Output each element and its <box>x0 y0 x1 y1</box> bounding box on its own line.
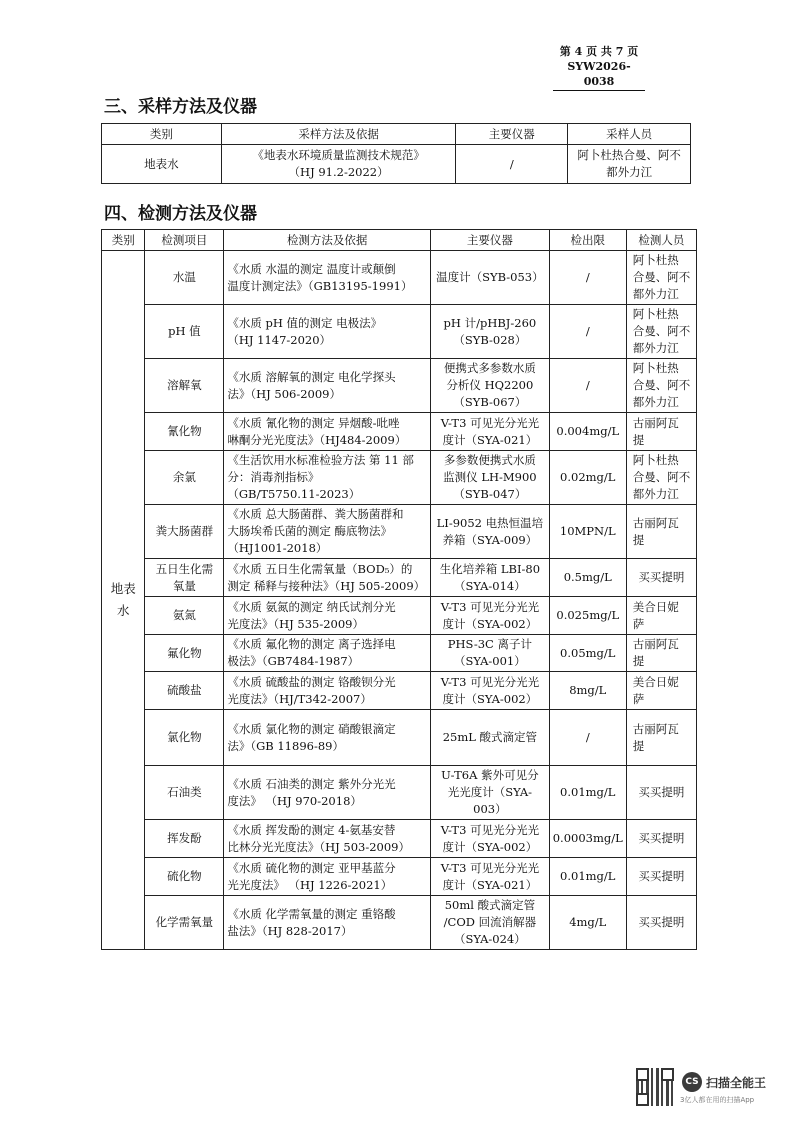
table-row <box>102 597 697 635</box>
test-method-line: （HJ 1147-2020） <box>227 332 332 347</box>
tester <box>626 305 696 359</box>
section-title-testing: 四、检测方法及仪器 <box>104 204 257 224</box>
test-instrument-line: （SYB-067） <box>453 395 527 409</box>
test-instrument <box>431 896 550 950</box>
test-method-line: 法》（GB 11896-89） <box>227 738 344 753</box>
test-instrument-line: LI-9052 电热恒温培 <box>436 515 544 530</box>
test-instrument <box>431 359 550 413</box>
tester-line: 买买提明 <box>638 831 685 845</box>
detection-limit: 0.004mg/L <box>549 413 626 451</box>
test-category-line: 地表 <box>110 581 136 596</box>
detection-limit: 0.025mg/L <box>549 597 626 635</box>
tester-line: 萨 <box>632 616 645 631</box>
test-method <box>224 451 431 505</box>
test-instrument-line: V-T3 可见光分光光 <box>440 822 540 837</box>
table-row <box>102 896 697 950</box>
tester-line: 合曼、阿不 <box>632 324 691 338</box>
test-instrument-line: 50ml 酸式滴定管 <box>444 898 536 912</box>
test-method-line: 大肠埃希氏菌的测定 酶底物法》 <box>227 524 392 538</box>
test-instrument-line: 分析仪 HQ2200 <box>446 378 534 392</box>
test-instrument-line: （SYA-024） <box>454 932 526 946</box>
qr-finder <box>636 1093 649 1106</box>
tester <box>626 451 696 505</box>
qr-finder <box>636 1068 649 1081</box>
tester-line: 都外力江 <box>632 341 679 355</box>
table-row <box>102 710 697 766</box>
testing-table-header <box>102 230 697 251</box>
table-row <box>102 672 697 710</box>
test-method <box>224 359 431 413</box>
test-instrument-line: （SYB-047） <box>453 487 527 501</box>
tester-line: 提 <box>632 654 645 668</box>
tester-line: 古丽阿瓦 <box>632 515 679 530</box>
sampling-person-line: 阿卜杜热合曼、阿不 <box>577 148 681 162</box>
test-instrument <box>431 672 550 710</box>
test-item: pH 值 <box>145 305 224 359</box>
tester-line: 美合日妮 <box>632 599 679 614</box>
test-instrument-line: 养箱（SYA-009） <box>442 532 538 547</box>
tester-line: 买买提明 <box>638 785 685 799</box>
tester <box>626 820 696 858</box>
test-method-line: 《生活饮用水标准检验方法 第 11 部 <box>227 453 414 467</box>
test-method <box>224 413 431 451</box>
test-instrument-line: /COD 回流消解器 <box>443 915 537 929</box>
test-method-line: 盐法》（HJ 828-2017） <box>227 923 353 938</box>
test-method <box>224 597 431 635</box>
table-row <box>102 451 697 505</box>
header-sampling-method: 采样方法及依据 <box>221 124 456 145</box>
test-method <box>224 672 431 710</box>
test-instrument <box>431 820 550 858</box>
detection-limit: / <box>549 305 626 359</box>
tester-line: 阿卜杜热 <box>632 253 679 267</box>
tester-line: 合曼、阿不 <box>632 270 691 284</box>
table-row <box>102 858 697 896</box>
test-instrument-line: U-T6A 紫外可见分 <box>441 768 539 782</box>
detection-limit: 0.0003mg/L <box>549 820 626 858</box>
tester <box>626 672 696 710</box>
table-row <box>102 820 697 858</box>
tester <box>626 505 696 559</box>
test-item: 氟化物 <box>145 635 224 672</box>
tester <box>626 766 696 820</box>
test-item: 溶解氧 <box>145 359 224 413</box>
test-category-line: 水 <box>116 603 130 618</box>
test-method-line: 《水质 五日生化需氧量（BOD₅）的 <box>227 561 413 576</box>
sampling-table <box>101 123 691 184</box>
tester-line: 都外力江 <box>632 395 679 409</box>
detection-limit: 4mg/L <box>549 896 626 950</box>
test-method <box>224 305 431 359</box>
scanner-watermark <box>636 1068 776 1108</box>
table-row <box>102 359 697 413</box>
page-number: 第 4 页 共 7 页 <box>559 45 639 58</box>
tester <box>626 597 696 635</box>
table-row <box>102 635 697 672</box>
test-method-line: 测定 稀释与接种法》（HJ 505-2009） <box>227 578 426 593</box>
document-number: SYW2026-0038 <box>553 59 645 91</box>
qr-code-icon <box>636 1068 674 1106</box>
test-instrument <box>431 597 550 635</box>
sampling-method <box>221 145 456 184</box>
test-instrument <box>431 505 550 559</box>
table-row <box>102 559 697 597</box>
sampling-method-line: （HJ 91.2-2022） <box>288 165 389 179</box>
test-instrument-line: 度计（SYA-002） <box>442 839 538 854</box>
test-instrument-line: 25mL 酸式滴定管 <box>442 730 538 744</box>
test-instrument <box>431 710 550 766</box>
test-item: 挥发酚 <box>145 820 224 858</box>
tester <box>626 559 696 597</box>
tester <box>626 635 696 672</box>
test-method-line: 《水质 挥发酚的测定 4-氨基安替 <box>227 822 396 837</box>
test-item-line: 五日生化需 <box>155 561 214 576</box>
test-instrument-line: 光光度计（SYA-003） <box>447 785 533 816</box>
tester-line: 阿卜杜热 <box>632 361 679 375</box>
detection-limit: / <box>549 251 626 305</box>
test-instrument-line: 温度计（SYB-053） <box>436 270 544 284</box>
test-method-line: 《水质 pH 值的测定 电极法》 <box>227 315 383 330</box>
header-instrument: 主要仪器 <box>431 230 550 251</box>
test-instrument <box>431 858 550 896</box>
tester-line: 合曼、阿不 <box>632 378 691 392</box>
tester <box>626 710 696 766</box>
test-method <box>224 896 431 950</box>
test-item: 氰化物 <box>145 413 224 451</box>
tester-line: 合曼、阿不 <box>632 470 691 484</box>
header-tester: 检测人员 <box>626 230 696 251</box>
tester-line: 古丽阿瓦 <box>632 415 679 430</box>
test-category <box>102 251 145 950</box>
test-method-line: 度法》 （HJ 970-2018） <box>227 793 362 808</box>
test-item: 氯化物 <box>145 710 224 766</box>
test-instrument-line: 生化培养箱 LBI-80 <box>439 561 541 576</box>
test-instrument <box>431 305 550 359</box>
test-method-line: 温度计测定法》（GB13195-1991） <box>227 278 413 293</box>
tester <box>626 413 696 451</box>
test-method-line: 啉酮分光光度法》（HJ484-2009） <box>227 432 407 447</box>
test-item: 余氯 <box>145 451 224 505</box>
tester-line: 都外力江 <box>632 487 679 501</box>
test-item: 石油类 <box>145 766 224 820</box>
test-method-line: 《水质 硫化物的测定 亚甲基蓝分 <box>227 860 396 875</box>
test-instrument-line: V-T3 可见光分光光 <box>440 415 540 430</box>
sampling-person-line: 都外力江 <box>606 165 653 179</box>
header-category: 类别 <box>102 124 222 145</box>
test-method-line: 《水质 化学需氧量的测定 重铬酸 <box>227 906 396 921</box>
tester-line: 美合日妮 <box>632 674 679 689</box>
detection-limit: 0.01mg/L <box>549 766 626 820</box>
sampling-method-line: 《地表水环境质量监测技术规范》 <box>252 148 425 162</box>
test-method-line: 光度法》（HJ/T342-2007） <box>227 691 372 706</box>
qr-finder <box>661 1068 674 1081</box>
camscanner-logo-icon: CS <box>682 1072 702 1092</box>
test-instrument <box>431 413 550 451</box>
tester-line: 萨 <box>632 691 645 706</box>
test-method-line: 《水质 总大肠菌群、粪大肠菌群和 <box>227 507 404 521</box>
brand-tagline: 3亿人都在用的扫描App <box>680 1096 755 1104</box>
test-method <box>224 766 431 820</box>
sampling-person <box>568 145 691 184</box>
test-instrument <box>431 451 550 505</box>
tester-line: 提 <box>632 432 645 447</box>
tester <box>626 896 696 950</box>
test-item: 氨氮 <box>145 597 224 635</box>
table-row <box>102 505 697 559</box>
page-header <box>553 44 645 91</box>
test-item: 硫酸盐 <box>145 672 224 710</box>
test-instrument <box>431 559 550 597</box>
detection-limit: 0.01mg/L <box>549 858 626 896</box>
test-method-line: 法》（HJ 506-2009） <box>227 386 341 401</box>
test-method-line: 《水质 氨氮的测定 纳氏试剂分光 <box>227 599 396 614</box>
sampling-category: 地表水 <box>102 145 222 184</box>
tester <box>626 858 696 896</box>
section-title-sampling: 三、采样方法及仪器 <box>104 97 257 117</box>
test-item: 水温 <box>145 251 224 305</box>
tester <box>626 251 696 305</box>
detection-limit: 10MPN/L <box>549 505 626 559</box>
test-method <box>224 505 431 559</box>
detection-limit: 0.5mg/L <box>549 559 626 597</box>
tester-line: 买买提明 <box>638 570 685 584</box>
test-instrument <box>431 635 550 672</box>
sampling-instrument: / <box>456 145 568 184</box>
sampling-table-header <box>102 124 691 145</box>
test-instrument-line: V-T3 可见光分光光 <box>440 599 540 614</box>
test-instrument-line: V-T3 可见光分光光 <box>440 860 540 875</box>
header-test-item: 检测项目 <box>145 230 224 251</box>
test-instrument-line: （SYB-028） <box>453 332 527 347</box>
table-row <box>102 413 697 451</box>
test-instrument-line: PHS-3C 离子计 <box>447 637 532 651</box>
header-category: 类别 <box>102 230 145 251</box>
table-row <box>102 251 697 305</box>
brand-name: 扫描全能王 <box>706 1076 767 1090</box>
test-method-line: 《水质 氟化物的测定 离子选择电 <box>227 637 396 651</box>
test-method <box>224 858 431 896</box>
test-item: 硫化物 <box>145 858 224 896</box>
testing-table <box>101 229 697 950</box>
test-instrument-line: 度计（SYA-002） <box>442 691 538 706</box>
test-method-line: （HJ1001-2018） <box>227 541 328 555</box>
test-instrument-line: （SYA-001） <box>454 654 526 668</box>
test-instrument-line: 度计（SYA-021） <box>442 877 538 892</box>
test-item-line: 氧量 <box>172 578 196 593</box>
test-method-line: 《水质 氯化物的测定 硝酸银滴定 <box>227 721 396 736</box>
tester-line: 都外力江 <box>632 287 679 301</box>
test-method-line: 《水质 石油类的测定 紫外分光光 <box>227 776 396 791</box>
test-method-line: 比林分光光度法》（HJ 503-2009） <box>227 839 410 854</box>
test-method-line: 《水质 溶解氧的测定 电化学探头 <box>227 369 396 384</box>
detection-limit: 0.05mg/L <box>549 635 626 672</box>
test-method-line: 《水质 氰化物的测定 异烟酸-吡唑 <box>227 415 400 430</box>
test-method-line: 光度法》（HJ 535-2009） <box>227 616 364 631</box>
tester-line: 古丽阿瓦 <box>632 637 679 651</box>
header-instrument: 主要仪器 <box>456 124 568 145</box>
test-method <box>224 635 431 672</box>
test-instrument-line: 多参数便携式水质 <box>443 453 536 467</box>
test-instrument <box>431 251 550 305</box>
table-row <box>102 145 691 184</box>
test-instrument-line: 监测仪 LH-M900 <box>443 470 537 484</box>
tester-line: 阿卜杜热 <box>632 453 679 467</box>
test-method-line: 光光度法》 （HJ 1226-2021） <box>227 877 393 892</box>
tester-line: 古丽阿瓦 <box>632 721 679 736</box>
test-instrument-line: pH 计/pHBJ-260 <box>443 315 537 330</box>
test-instrument-line: 便携式多参数水质 <box>443 361 536 375</box>
test-method-line: （GB/T5750.11-2023） <box>227 487 361 501</box>
test-method-line: 《水质 硫酸盐的测定 铬酸钡分光 <box>227 674 396 689</box>
test-instrument-line: 度计（SYA-002） <box>442 616 538 631</box>
test-method-line: 极法》（GB7484-1987） <box>227 654 360 668</box>
tester-line: 提 <box>632 532 645 547</box>
detection-limit: 8mg/L <box>549 672 626 710</box>
tester-line: 买买提明 <box>638 915 685 929</box>
header-detection-limit: 检出限 <box>549 230 626 251</box>
tester <box>626 359 696 413</box>
test-method <box>224 710 431 766</box>
detection-limit: 0.02mg/L <box>549 451 626 505</box>
test-method <box>224 559 431 597</box>
test-method-line: 《水质 水温的测定 温度计或颠倒 <box>227 261 396 276</box>
table-row <box>102 305 697 359</box>
test-instrument-line: 度计（SYA-021） <box>442 432 538 447</box>
test-method-line: 分：消毒剂指标》 <box>227 470 320 484</box>
tester-line: 买买提明 <box>638 869 685 883</box>
test-instrument-line: （SYA-014） <box>454 578 526 593</box>
detection-limit: / <box>549 359 626 413</box>
header-sampler: 采样人员 <box>568 124 691 145</box>
tester-line: 提 <box>632 738 645 753</box>
table-row <box>102 766 697 820</box>
test-instrument-line: V-T3 可见光分光光 <box>440 674 540 689</box>
tester-line: 阿卜杜热 <box>632 307 679 321</box>
test-instrument <box>431 766 550 820</box>
detection-limit: / <box>549 710 626 766</box>
test-method <box>224 820 431 858</box>
header-test-method: 检测方法及依据 <box>224 230 431 251</box>
test-item <box>145 559 224 597</box>
test-item: 化学需氧量 <box>145 896 224 950</box>
test-method <box>224 251 431 305</box>
test-item: 粪大肠菌群 <box>145 505 224 559</box>
testing-table-body <box>102 251 697 950</box>
